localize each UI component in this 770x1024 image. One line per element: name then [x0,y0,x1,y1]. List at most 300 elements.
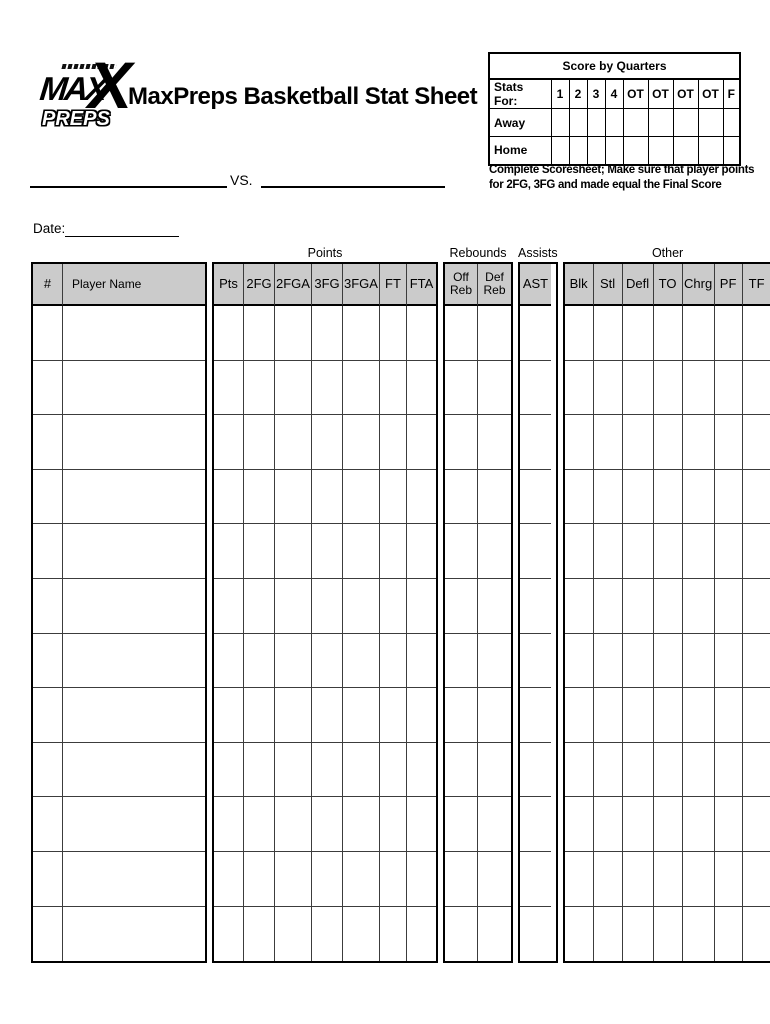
stat-cell[interactable] [478,415,511,470]
stat-cell[interactable] [407,415,436,470]
stat-cell[interactable] [654,470,683,525]
logo-max-text: MAX [38,70,107,107]
stat-cell[interactable] [312,415,343,470]
column-header: 3FG [312,264,343,306]
stat-cell[interactable] [275,524,312,579]
player-stat-table [31,243,770,963]
stat-cell[interactable] [63,579,205,634]
stat-cell[interactable] [380,524,407,579]
stat-cell[interactable] [654,306,683,361]
stat-cell[interactable] [63,688,205,743]
stat-cell[interactable] [623,688,654,743]
stat-cell[interactable] [33,852,63,907]
stat-cell[interactable] [715,688,743,743]
stat-cell[interactable] [715,634,743,689]
stat-cell[interactable] [683,634,715,689]
stat-cell[interactable] [407,688,436,743]
column-header: Pts [214,264,244,306]
stat-cell[interactable] [380,907,407,962]
stat-cell[interactable] [343,907,380,962]
stat-cell[interactable] [312,306,343,361]
quarter-column-header: F [723,79,740,109]
stat-cell[interactable] [520,743,551,798]
stat-cell[interactable] [683,470,715,525]
stat-cell[interactable] [623,306,654,361]
stat-cell[interactable] [312,907,343,962]
stat-cell[interactable] [343,361,380,416]
stat-cell[interactable] [520,306,551,361]
group-label: Points [307,246,343,260]
stat-cell[interactable] [654,579,683,634]
stat-cell[interactable] [654,797,683,852]
stat-cell[interactable] [520,415,551,470]
stat-cell[interactable] [594,306,623,361]
stat-cell[interactable] [445,688,478,743]
quarter-column-header: 4 [605,79,623,109]
stat-cell[interactable] [380,579,407,634]
quarter-score-cell[interactable] [673,109,698,137]
stat-cell[interactable] [478,361,511,416]
stat-cell[interactable] [63,743,205,798]
quarter-column-header: 3 [587,79,605,109]
date-field[interactable] [65,221,179,237]
stat-cell[interactable] [407,852,436,907]
stat-cell[interactable] [407,579,436,634]
stat-cell[interactable] [275,743,312,798]
column-header: Blk [565,264,594,306]
stat-cell[interactable] [715,579,743,634]
stat-cell[interactable] [654,688,683,743]
stat-cell[interactable] [478,579,511,634]
quarter-score-cell[interactable] [605,109,623,137]
stat-cell[interactable] [743,415,770,470]
stat-cell[interactable] [565,852,594,907]
stat-cell[interactable] [478,634,511,689]
stat-cell[interactable] [683,797,715,852]
stat-cell[interactable] [63,524,205,579]
score-by-quarters-table [488,52,741,166]
stat-cell[interactable] [380,852,407,907]
stat-cell[interactable] [743,797,770,852]
stat-cell[interactable] [520,688,551,743]
stat-cell[interactable] [63,852,205,907]
quarter-score-cell[interactable] [569,137,587,165]
column-header: Def Reb [478,264,511,306]
stat-cell[interactable] [743,470,770,525]
quarter-score-cell[interactable] [569,109,587,137]
column-header: Stl [594,264,623,306]
stat-cell[interactable] [33,524,63,579]
stat-cell[interactable] [380,688,407,743]
quarter-column-header: 1 [551,79,569,109]
stat-cell[interactable] [214,634,244,689]
stat-cell[interactable] [63,634,205,689]
stat-cell[interactable] [683,524,715,579]
stat-cell[interactable] [33,634,63,689]
stat-group-points [212,243,438,963]
stat-cell[interactable] [715,743,743,798]
stat-cell[interactable] [214,579,244,634]
stat-cell[interactable] [275,634,312,689]
stat-cell[interactable] [312,634,343,689]
stat-cell[interactable] [63,361,205,416]
quarter-score-cell[interactable] [723,109,740,137]
stat-cell[interactable] [275,470,312,525]
stat-cell[interactable] [478,306,511,361]
note-line-1: Complete Scoresheet; Make sure that player points [489,164,755,176]
column-header: 3FGA [343,264,380,306]
stat-group-rebounds [443,243,513,963]
stat-group-other [563,243,770,963]
stat-cell[interactable] [594,415,623,470]
group-label: Other [651,246,684,260]
stat-cell[interactable] [214,688,244,743]
stat-cell[interactable] [380,743,407,798]
stat-cell[interactable] [380,306,407,361]
stat-cell[interactable] [244,907,275,962]
stat-cell[interactable] [214,470,244,525]
stat-cell[interactable] [244,852,275,907]
stat-cell[interactable] [214,852,244,907]
stat-cell[interactable] [654,415,683,470]
stat-cell[interactable] [654,524,683,579]
stat-cell[interactable] [214,524,244,579]
stat-cell[interactable] [565,634,594,689]
stat-cell[interactable] [445,361,478,416]
stat-cell[interactable] [565,688,594,743]
stat-cell[interactable] [380,361,407,416]
note-text [489,163,765,193]
stat-cell[interactable] [343,415,380,470]
stat-cell[interactable] [275,361,312,416]
stat-cell[interactable] [275,579,312,634]
stat-cell[interactable] [594,688,623,743]
stat-cell[interactable] [715,797,743,852]
stat-cell[interactable] [275,852,312,907]
quarter-score-cell[interactable] [551,109,569,137]
stat-cell[interactable] [565,743,594,798]
stat-cell[interactable] [312,524,343,579]
stat-cell[interactable] [312,688,343,743]
stat-cell[interactable] [380,415,407,470]
stat-cell[interactable] [565,579,594,634]
stat-cell[interactable] [683,579,715,634]
stat-cell[interactable] [63,470,205,525]
team-name-field-right[interactable] [261,168,445,188]
stat-cell[interactable] [214,415,244,470]
stat-cell[interactable] [520,470,551,525]
quarter-score-cell[interactable] [623,109,648,137]
score-by-quarters-title: Score by Quarters [489,53,740,79]
stat-cell[interactable] [565,306,594,361]
stat-cell[interactable] [683,306,715,361]
stat-cell[interactable] [63,306,205,361]
stat-cell[interactable] [594,470,623,525]
stat-cell[interactable] [683,361,715,416]
quarter-column-header: 2 [569,79,587,109]
quarter-score-cell[interactable] [623,137,648,165]
stat-cell[interactable] [214,743,244,798]
stat-cell[interactable] [63,415,205,470]
stat-cell[interactable] [520,524,551,579]
stat-group-assists [518,243,558,963]
stat-cell[interactable] [623,415,654,470]
page-title: MaxPreps Basketball Stat Sheet [128,83,478,110]
stat-cell[interactable] [445,907,478,962]
stat-cell[interactable] [594,634,623,689]
quarter-score-cell[interactable] [648,137,673,165]
stat-cell[interactable] [520,634,551,689]
stat-cell[interactable] [343,470,380,525]
stat-cell[interactable] [407,797,436,852]
quarter-column-header: OT [623,79,648,109]
stat-cell[interactable] [715,852,743,907]
stat-cell[interactable] [683,688,715,743]
stat-cell[interactable] [407,361,436,416]
stat-cell[interactable] [623,907,654,962]
stat-cell[interactable] [445,797,478,852]
quarter-score-cell[interactable] [698,137,723,165]
stat-cell[interactable] [343,579,380,634]
date-label: Date: [33,221,66,236]
quarter-score-cell[interactable] [698,109,723,137]
stat-cell[interactable] [743,524,770,579]
stat-cell[interactable] [715,907,743,962]
stat-cell[interactable] [275,306,312,361]
stat-cell[interactable] [244,743,275,798]
stat-grid [212,262,438,963]
stat-cell[interactable] [654,361,683,416]
stat-cell[interactable] [445,306,478,361]
stat-cell[interactable] [407,306,436,361]
stat-cell[interactable] [214,361,244,416]
stat-cell[interactable] [407,470,436,525]
column-header: Player Name [63,264,205,306]
stat-cell[interactable] [743,306,770,361]
quarter-score-cell[interactable] [673,137,698,165]
stat-cell[interactable] [743,579,770,634]
stat-cell[interactable] [343,688,380,743]
stat-cell[interactable] [594,361,623,416]
stat-cell[interactable] [565,415,594,470]
stat-cell[interactable] [244,579,275,634]
team-row-label: Away [489,109,551,137]
stat-cell[interactable] [33,907,63,962]
stat-cell[interactable] [520,361,551,416]
column-header: Off Reb [445,264,478,306]
stat-grid [563,262,770,963]
stat-cell[interactable] [683,743,715,798]
logo-x-mark: X [88,48,131,122]
column-header: AST [520,264,551,306]
stat-cell[interactable] [594,524,623,579]
stat-cell[interactable] [743,743,770,798]
stat-cell[interactable] [715,306,743,361]
stat-cell[interactable] [312,579,343,634]
stat-cell[interactable] [33,415,63,470]
stat-cell[interactable] [312,470,343,525]
stat-cell[interactable] [683,907,715,962]
stats-for-label: Stats For: [489,79,551,109]
team-name-field-left[interactable] [30,168,227,188]
stat-cell[interactable] [445,579,478,634]
stat-cell[interactable] [312,797,343,852]
stat-cell[interactable] [343,306,380,361]
stat-cell[interactable] [743,361,770,416]
stat-cell[interactable] [343,852,380,907]
vs-label: VS. [230,172,253,188]
stat-cell[interactable] [520,579,551,634]
stat-cell[interactable] [63,797,205,852]
stat-cell[interactable] [33,579,63,634]
stat-cell[interactable] [743,688,770,743]
stat-group-players [31,243,207,963]
quarter-score-cell[interactable] [723,137,740,165]
stat-cell[interactable] [33,470,63,525]
stat-cell[interactable] [520,852,551,907]
stat-cell[interactable] [520,797,551,852]
stat-cell[interactable] [623,743,654,798]
stat-cell[interactable] [275,907,312,962]
quarter-column-header: OT [648,79,673,109]
stat-cell[interactable] [715,415,743,470]
stat-cell[interactable] [565,797,594,852]
stat-cell[interactable] [715,470,743,525]
stat-cell[interactable] [275,688,312,743]
stat-cell[interactable] [343,743,380,798]
stat-cell[interactable] [683,852,715,907]
stat-cell[interactable] [445,634,478,689]
stat-cell[interactable] [743,634,770,689]
stat-cell[interactable] [445,743,478,798]
stat-cell[interactable] [623,634,654,689]
column-header: # [33,264,63,306]
stat-cell[interactable] [380,797,407,852]
stat-cell[interactable] [407,743,436,798]
stat-cell[interactable] [594,579,623,634]
quarter-score-cell[interactable] [551,137,569,165]
stat-cell[interactable] [244,524,275,579]
stat-cell[interactable] [565,470,594,525]
stat-cell[interactable] [244,306,275,361]
stat-cell[interactable] [244,634,275,689]
stat-cell[interactable] [565,907,594,962]
team-row-label: Home [489,137,551,165]
stat-cell[interactable] [244,797,275,852]
quarter-score-cell[interactable] [648,109,673,137]
stat-cell[interactable] [63,907,205,962]
stat-cell[interactable] [623,579,654,634]
stat-cell[interactable] [715,524,743,579]
stat-cell[interactable] [312,852,343,907]
stat-cell[interactable] [33,797,63,852]
stat-cell[interactable] [445,852,478,907]
stat-cell[interactable] [407,634,436,689]
logo-preps-text: PREPS [42,108,110,130]
stat-cell[interactable] [565,361,594,416]
stat-cell[interactable] [33,688,63,743]
column-header: Defl [623,264,654,306]
stat-cell[interactable] [214,797,244,852]
stat-cell[interactable] [343,634,380,689]
stat-cell[interactable] [33,743,63,798]
stat-cell[interactable] [275,797,312,852]
quarter-column-header: OT [673,79,698,109]
stat-cell[interactable] [478,470,511,525]
stat-cell[interactable] [445,415,478,470]
stat-cell[interactable] [478,907,511,962]
stat-cell[interactable] [594,852,623,907]
stat-cell[interactable] [594,743,623,798]
stat-cell[interactable] [654,634,683,689]
quarter-score-cell[interactable] [605,137,623,165]
stat-cell[interactable] [244,470,275,525]
stat-cell[interactable] [623,470,654,525]
stat-cell[interactable] [214,306,244,361]
stat-cell[interactable] [478,797,511,852]
stat-cell[interactable] [407,524,436,579]
maxpreps-logo [38,48,132,140]
group-label [31,243,207,262]
note-line-2: for 2FG, 3FG and made equal the Final Score [489,179,722,192]
stat-cell[interactable] [743,852,770,907]
stat-cell[interactable] [214,907,244,962]
quarter-score-cell[interactable] [587,109,605,137]
quarter-column-header: OT [698,79,723,109]
stat-cell[interactable] [565,524,594,579]
stat-cell[interactable] [683,415,715,470]
stat-cell[interactable] [244,361,275,416]
stat-cell[interactable] [407,907,436,962]
stat-cell[interactable] [312,743,343,798]
stat-cell[interactable] [33,361,63,416]
stat-cell[interactable] [623,797,654,852]
stat-cell[interactable] [520,907,551,962]
column-header: FTA [407,264,436,306]
stat-cell[interactable] [343,797,380,852]
stat-cell[interactable] [623,524,654,579]
stat-cell[interactable] [654,907,683,962]
stat-cell[interactable] [33,306,63,361]
stat-cell[interactable] [743,907,770,962]
stat-cell[interactable] [244,688,275,743]
stat-cell[interactable] [445,470,478,525]
stat-cell[interactable] [312,361,343,416]
stat-cell[interactable] [380,470,407,525]
stat-cell[interactable] [380,634,407,689]
stat-cell[interactable] [715,361,743,416]
stat-cell[interactable] [654,743,683,798]
stat-cell[interactable] [244,415,275,470]
stat-cell[interactable] [478,524,511,579]
quarter-score-cell[interactable] [587,137,605,165]
stat-cell[interactable] [623,361,654,416]
stat-cell[interactable] [594,797,623,852]
stat-cell[interactable] [478,688,511,743]
stat-cell[interactable] [275,415,312,470]
stat-cell[interactable] [343,524,380,579]
stat-cell[interactable] [478,852,511,907]
stat-cell[interactable] [623,852,654,907]
stat-grid [443,262,513,963]
stat-cell[interactable] [445,524,478,579]
stat-cell[interactable] [478,743,511,798]
group-label: Assists [518,246,558,260]
column-header: 2FG [244,264,275,306]
stat-cell[interactable] [594,907,623,962]
group-label: Rebounds [449,246,507,260]
stat-cell[interactable] [654,852,683,907]
